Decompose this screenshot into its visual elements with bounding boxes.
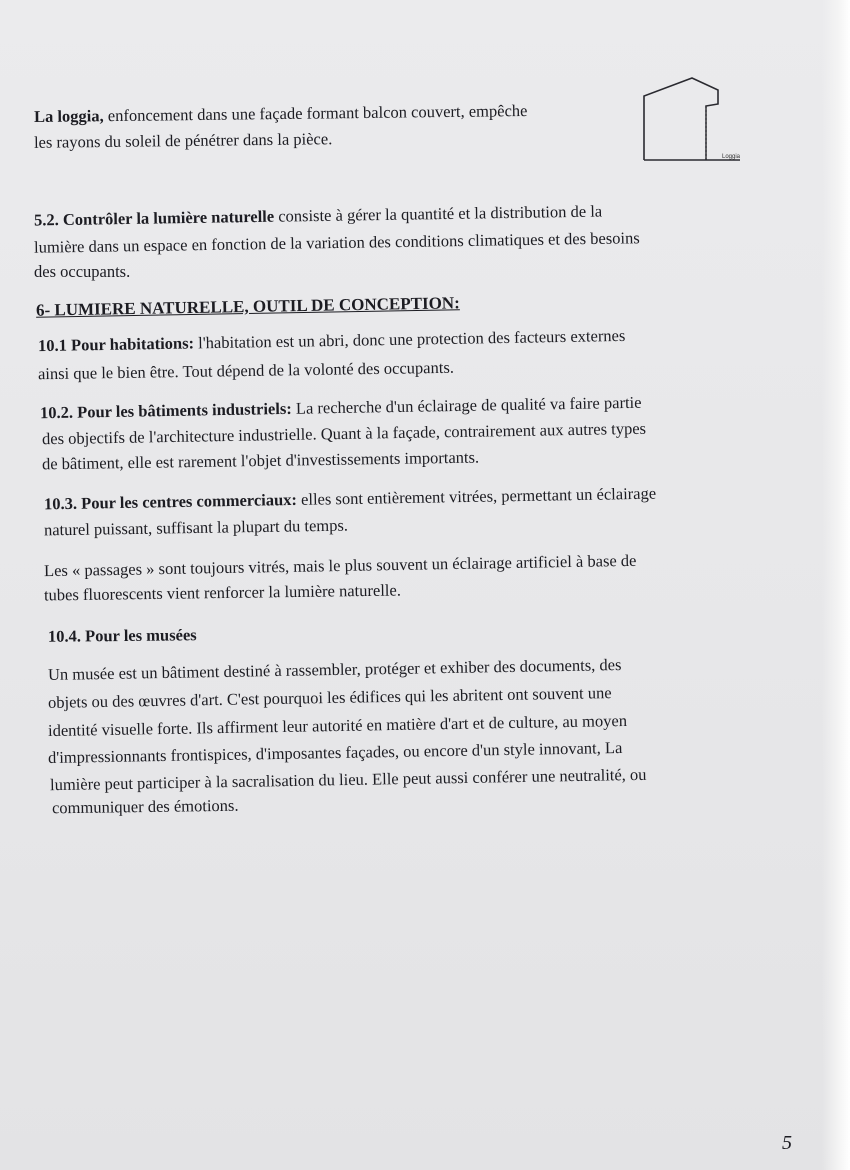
s10-3-line-2: naturel puissant, suffisant la plupart du temps. bbox=[43, 515, 349, 540]
s10-4-line-4: d'impressionnants frontispices, d'imposantes façades, ou encore d'un style innovant, La bbox=[47, 737, 623, 768]
s10-1-line-2: ainsi que le bien être. Tout dépend de la volonté des occupants. bbox=[37, 357, 455, 384]
s10-2-title: 10.2. Pour les bâtiments industriels: bbox=[39, 398, 292, 423]
s10-3-line-1 bbox=[44, 484, 656, 515]
loggia-term: La loggia, bbox=[33, 106, 104, 127]
s10-3-title: 10.3. Pour les centres commerciaux: bbox=[43, 489, 298, 514]
paper-edge bbox=[822, 0, 850, 1170]
s10-4-line-3: identité visuelle forte. Ils affirment leur autorité en matière d'art et de culture, au moyen bbox=[47, 710, 628, 741]
s10-1-title: 10.1 Pour habitations: bbox=[37, 333, 195, 356]
section-6-heading: 6- LUMIERE NATURELLE, OUTIL DE CONCEPTION: bbox=[35, 293, 460, 320]
s10-4-line-1: Un musée est un bâtiment destiné à rassembler, protéger et exhiber des documents, des bbox=[47, 654, 622, 685]
loggia-figure-label: Loggia bbox=[722, 154, 741, 160]
s10-4-title: 10.4. Pour les musées bbox=[47, 625, 197, 646]
loggia-line-2: les rayons du soleil de pénétrer dans la pièce. bbox=[33, 129, 333, 152]
page-number: 5 bbox=[782, 1132, 792, 1154]
s10-3-p2-line-2: tubes fluorescents vient renforcer la lumière naturelle. bbox=[43, 580, 401, 605]
s5-2-text-1: consiste à gérer la quantité et la distribution de la bbox=[273, 201, 603, 226]
s10-2-line-2: des objectifs de l'architecture industrielle. Quant à la façade, contrairement aux autres types bbox=[41, 418, 647, 449]
loggia-diagram bbox=[640, 74, 752, 166]
s5-2-line-3: des occupants. bbox=[34, 262, 131, 281]
s10-4-line-5: lumière peut participer à la sacralisation du lieu. Elle peut aussi conférer une neutralité, ou bbox=[49, 764, 647, 795]
s10-2-line-1 bbox=[40, 393, 642, 423]
s10-1-text-1: l'habitation est un abri, donc une protection des facteurs externes bbox=[193, 325, 626, 353]
s5-2-title: 5.2. Contrôler la lumière naturelle bbox=[33, 206, 275, 230]
s10-2-text-1: La recherche d'un éclairage de qualité va faire partie bbox=[291, 392, 642, 418]
s10-4-line-6: communiquer des émotions. bbox=[51, 795, 239, 818]
loggia-text-1: enfoncement dans une façade formant balcon couvert, empêche bbox=[103, 100, 528, 126]
s5-2-line-2: lumière dans un espace en fonction de la variation des conditions climatiques et des besoins bbox=[33, 228, 640, 257]
s10-1-line-1 bbox=[38, 326, 626, 356]
s10-2-line-3: de bâtiment, elle est rarement l'objet d'investissements importants. bbox=[41, 447, 480, 474]
s10-3-p2-line-1: Les « passages » sont toujours vitrés, mais le plus souvent un éclairage artificiel à base de bbox=[43, 550, 637, 581]
s10-3-text-1: elles sont entièrement vitrées, permettant un éclairage bbox=[296, 483, 657, 509]
s5-2-line-1 bbox=[34, 202, 602, 231]
s10-4-line-2: objets ou des œuvres d'art. C'est pourquoi les édifices qui les abritent ont souvent une bbox=[47, 683, 612, 712]
loggia-line-1 bbox=[34, 101, 528, 127]
